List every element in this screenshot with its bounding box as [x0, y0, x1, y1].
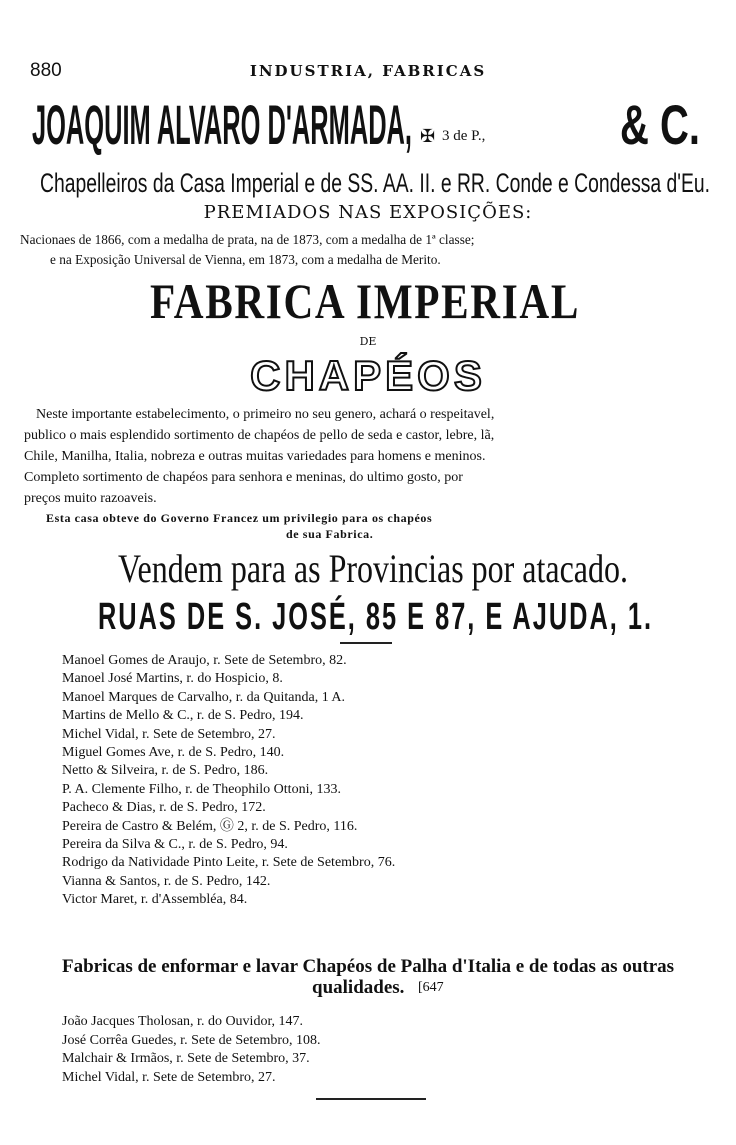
- description-line: preços muito razoaveis.: [24, 491, 157, 506]
- list-item: Victor Maret, r. d'Assembléa, 84.: [62, 892, 248, 908]
- list-item: Netto & Silveira, r. de S. Pedro, 186.: [62, 763, 269, 779]
- description-line: publico o mais esplendido sortimento de chapéos de pello de seda e castor, lebre, lã,: [24, 428, 495, 443]
- list-item: Vianna & Santos, r. de S. Pedro, 142.: [62, 873, 271, 889]
- list-item: Miguel Gomes Ave, r. de S. Pedro, 140.: [62, 745, 285, 761]
- divider: [340, 642, 392, 644]
- privilege-line: de sua Fabrica.: [286, 527, 374, 541]
- cross-icon: ✠: [420, 126, 436, 147]
- list-item: Michel Vidal, r. Sete de Setembro, 27.: [62, 726, 276, 742]
- straw-heading: Fabricas de enformar e lavar Chapéos de Palha d'Italia e de todas as outras: [62, 956, 675, 977]
- awards-text: [20, 230, 474, 270]
- awards-heading: PREMIADOS NAS EXPOSIÇÕES:: [203, 202, 533, 223]
- list-item: Pacheco & Dias, r. de S. Pedro, 172.: [62, 800, 266, 816]
- list-item: José Corrêa Guedes, r. Sete de Setembro, 108.: [62, 1032, 321, 1048]
- privilege-note: [46, 510, 432, 542]
- list-item: Pereira de Castro & Belém, Ⓖ 2, r. de S. Pedro, 116.: [62, 818, 358, 834]
- list-item: Pereira da Silva & C., r. de S. Pedro, 94.: [62, 837, 288, 853]
- wholesale-line: Vendem para as Provincias por atacado.: [118, 546, 628, 591]
- firm-name: JOAQUIM ALVARO D'ARMADA,: [32, 93, 412, 156]
- list-item: Rodrigo da Natividade Pinto Leite, r. Sete de Setembro, 76.: [62, 855, 396, 871]
- list-item: Martins de Mello & C., r. de S. Pedro, 194.: [62, 708, 304, 724]
- divider: [316, 1098, 426, 1100]
- description-line: Chile, Manilha, Italia, nobreza e outras muitas variedades para homens e meninos.: [24, 449, 486, 464]
- factory-title: FABRICA IMPERIAL: [150, 273, 580, 329]
- running-title: INDUSTRIA, FABRICAS: [249, 62, 487, 80]
- shop-address: RUAS DE S. JOSÉ, 85 E 87, E AJUDA, 1.: [98, 596, 653, 638]
- privilege-line: Esta casa obteve do Governo Francez um privilegio para os chapéos: [46, 511, 433, 525]
- list-item: João Jacques Tholosan, r. do Ouvidor, 147.: [62, 1014, 304, 1029]
- page-number: 880: [30, 60, 62, 81]
- list-item: Manoel Gomes de Araujo, r. Sete de Setembro, 82.: [62, 653, 347, 668]
- list-item: Michel Vidal, r. Sete de Setembro, 27.: [62, 1069, 276, 1085]
- reference-number: [647: [418, 980, 444, 995]
- awards-line: e na Exposição Universal de Vienna, em 1873, com a medalha de Merito.: [50, 252, 441, 267]
- firm-suffix: & C.: [620, 93, 700, 156]
- list-item: Manoel Marques de Carvalho, r. da Quitanda, 1 A.: [62, 689, 346, 705]
- description-line: Neste importante estabelecimento, o primeiro no seu genero, achará o respeitavel,: [36, 407, 495, 422]
- factory-product: CHAPÉOS: [250, 352, 486, 399]
- list-item: Manoel José Martins, r. do Hospicio, 8.: [62, 671, 283, 687]
- description: [24, 404, 495, 509]
- firm-subtitle: Chapelleiros da Casa Imperial e de SS. AA. II. e RR. Conde e Condessa d'Eu.: [40, 168, 710, 198]
- awards-line: Nacionaes de 1866, com a medalha de prata, na de 1873, com a medalha de 1ª classe;: [20, 232, 475, 247]
- merchant-list: [62, 652, 395, 910]
- description-line: Completo sortimento de chapéos para senhora e meninas, do ultimo gosto, por: [24, 470, 463, 485]
- list-item: Malchair & Irmãos, r. Sete de Setembro, 37.: [62, 1051, 310, 1067]
- factory-de: DE: [359, 335, 377, 348]
- straw-heading-line2: qualidades.: [312, 977, 405, 998]
- list-item: P. A. Clemente Filho, r. de Theophilo Ottoni, 133.: [62, 781, 341, 797]
- firm-address: 3 de P.,: [442, 128, 486, 144]
- straw-list: [62, 1013, 321, 1087]
